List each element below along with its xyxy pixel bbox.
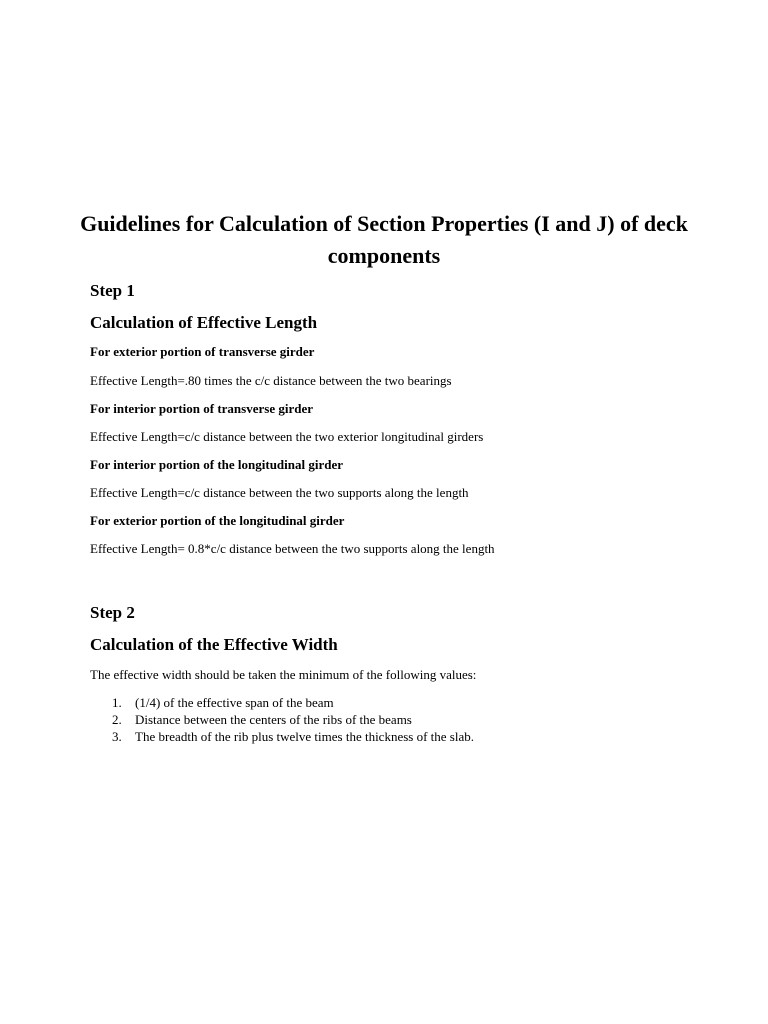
effective-width-list bbox=[112, 694, 474, 745]
list-item-text: The breadth of the rib plus twelve times the thickness of the slab. bbox=[135, 729, 474, 744]
list-item-text: Distance between the centers of the ribs of the beams bbox=[135, 712, 412, 727]
document-title: Guidelines for Calculation of Section Properties (I and J) of deck components bbox=[80, 211, 688, 268]
step-1-label: Step 1 bbox=[90, 281, 135, 300]
list-item-text: (1/4) of the effective span of the beam bbox=[135, 695, 334, 710]
subheading-exterior-transverse: For exterior portion of transverse girder bbox=[90, 344, 315, 359]
list-item bbox=[112, 728, 474, 745]
step-2-heading: Calculation of the Effective Width bbox=[90, 635, 338, 654]
text-exterior-longitudinal: Effective Length= 0.8*c/c distance between the two supports along the length bbox=[90, 541, 495, 556]
text-interior-longitudinal: Effective Length=c/c distance between the two supports along the length bbox=[90, 485, 469, 500]
subheading-interior-longitudinal: For interior portion of the longitudinal girder bbox=[90, 457, 344, 472]
list-item-number: 3. bbox=[112, 729, 122, 744]
list-item-number: 1. bbox=[112, 695, 122, 710]
list-item bbox=[112, 694, 474, 711]
text-exterior-transverse: Effective Length=.80 times the c/c distance between the two bearings bbox=[90, 373, 452, 388]
effective-width-intro: The effective width should be taken the minimum of the following values: bbox=[90, 667, 477, 682]
list-item-number: 2. bbox=[112, 712, 122, 727]
list-item bbox=[112, 711, 474, 728]
step-1-heading: Calculation of Effective Length bbox=[90, 313, 318, 332]
text-interior-transverse: Effective Length=c/c distance between the two exterior longitudinal girders bbox=[90, 429, 484, 444]
subheading-interior-transverse: For interior portion of transverse girder bbox=[90, 401, 313, 416]
step-2-label: Step 2 bbox=[90, 603, 135, 622]
subheading-exterior-longitudinal: For exterior portion of the longitudinal girder bbox=[90, 513, 345, 528]
